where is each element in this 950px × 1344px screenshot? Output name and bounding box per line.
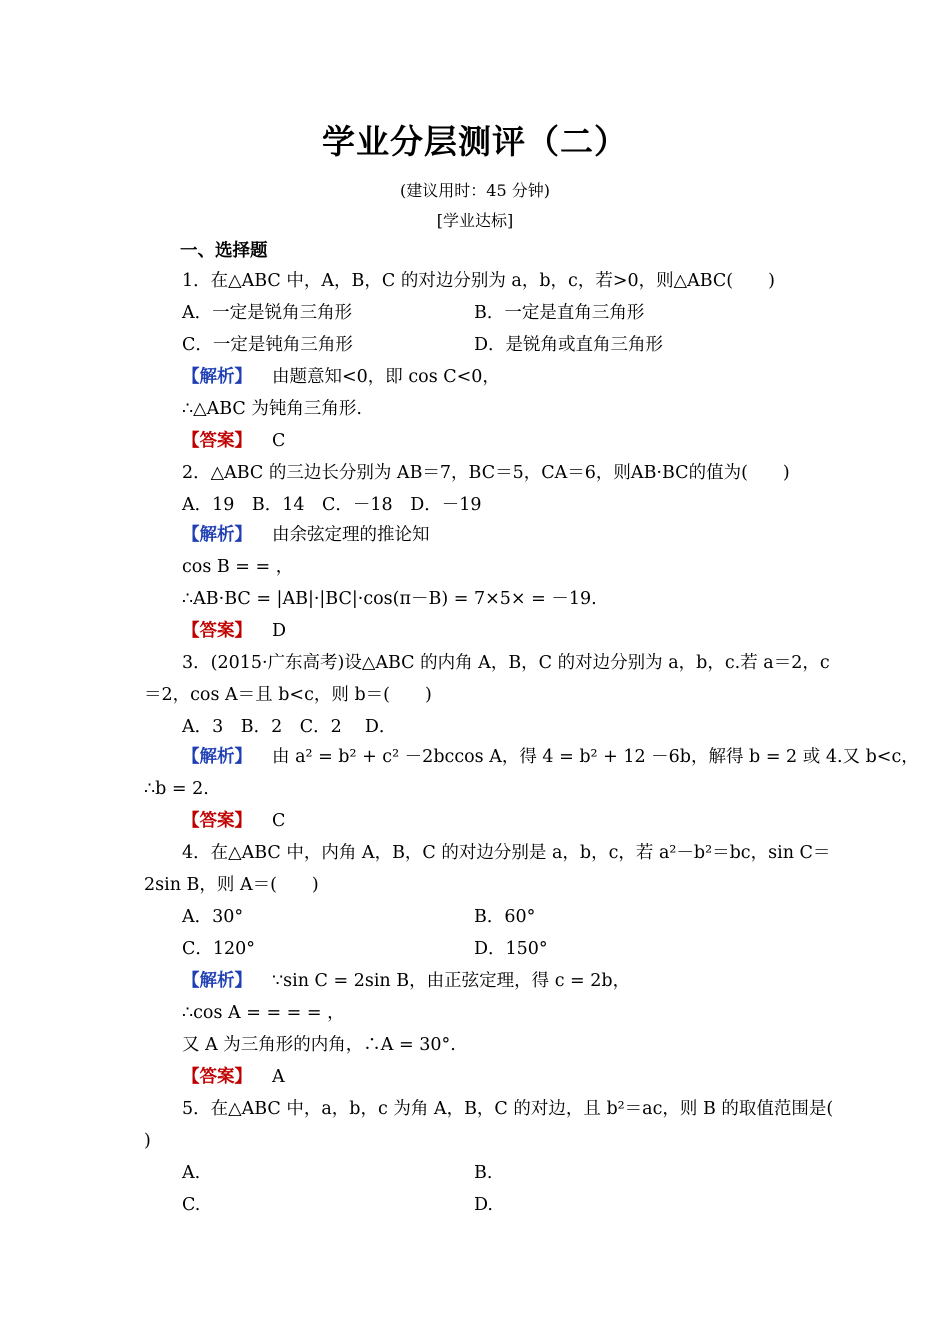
q1-option-c: C．一定是钝角三角形 bbox=[182, 335, 353, 355]
q3-answer bbox=[182, 810, 285, 832]
q2-analysis-line2: cos B = = ， bbox=[182, 557, 294, 577]
time-note: (建议用时：45 分钟) bbox=[400, 181, 550, 200]
q3-stem-line2: ＝2，cos A＝且 b<c，则 b＝( ) bbox=[144, 685, 432, 705]
q4-option-a: A．30° bbox=[182, 907, 244, 927]
q4-option-d: D．150° bbox=[474, 939, 548, 959]
q2-options: A．19 B．14 C．－18 D．－19 bbox=[182, 495, 482, 515]
q3-analysis-text: 由 a² = b² + c² －2bccos A，得 4 = b² + 12 －6b，解得 b = 2 或 4.又 b<c， bbox=[272, 747, 919, 767]
answer-tag: 【答案】 bbox=[182, 811, 252, 831]
q3-analysis bbox=[182, 746, 919, 768]
q5-stem: 5．在△ABC 中，a，b，c 为角 A，B，C 的对边，且 b²＝ac，则 B 的取值范围是( bbox=[182, 1099, 834, 1119]
q4-analysis-line2: ∴cos A = = = = ， bbox=[182, 1003, 345, 1023]
q3-analysis-line2: ∴b = 2. bbox=[144, 779, 209, 799]
analysis-tag: 【解析】 bbox=[182, 367, 252, 387]
q5-option-b: B. bbox=[474, 1163, 493, 1183]
answer-tag: 【答案】 bbox=[182, 1067, 252, 1087]
q1-analysis-line2: ∴△ABC 为钝角三角形. bbox=[182, 399, 362, 419]
q1-analysis bbox=[182, 366, 500, 388]
analysis-tag: 【解析】 bbox=[182, 525, 252, 545]
q1-option-d: D．是锐角或直角三角形 bbox=[474, 335, 664, 355]
q5-stem-line2: ) bbox=[144, 1131, 151, 1151]
answer-tag: 【答案】 bbox=[182, 621, 252, 641]
q3-stem: 3．(2015·广东高考)设△ABC 的内角 A，B，C 的对边分别为 a，b，c.若 a＝2，c bbox=[182, 653, 830, 673]
q1-answer bbox=[182, 430, 285, 452]
q2-answer bbox=[182, 620, 286, 642]
answer-tag: 【答案】 bbox=[182, 431, 252, 451]
q2-analysis bbox=[182, 524, 430, 546]
analysis-tag: 【解析】 bbox=[182, 747, 252, 767]
q1-option-a: A．一定是锐角三角形 bbox=[182, 303, 353, 323]
q2-analysis-line3: ∴AB·BC = |AB|·|BC|·cos(π－B) = 7×5× = －19. bbox=[182, 589, 597, 609]
q4-analysis-line3: 又 A 为三角形的内角，∴A = 30°. bbox=[182, 1035, 456, 1055]
q2-stem: 2．△ABC 的三边长分别为 AB＝7，BC＝5，CA＝6，则AB·BC的值为( ) bbox=[182, 463, 790, 483]
q1-option-b: B．一定是直角三角形 bbox=[474, 303, 645, 323]
q5-option-d: D. bbox=[474, 1195, 493, 1215]
q4-option-b: B．60° bbox=[474, 907, 536, 927]
q5-option-c: C. bbox=[182, 1195, 201, 1215]
q4-stem: 4．在△ABC 中，内角 A，B，C 的对边分别是 a，b，c，若 a²－b²＝bc，sin C＝ bbox=[182, 843, 831, 863]
q4-answer-value: A bbox=[272, 1067, 285, 1087]
q4-analysis-text: ∵sin C = 2sin B，由正弦定理，得 c = 2b， bbox=[272, 971, 631, 991]
q2-analysis-text: 由余弦定理的推论知 bbox=[272, 525, 430, 545]
q1-stem: 1．在△ABC 中，A，B，C 的对边分别为 a，b，c，若>0，则△ABC( ) bbox=[182, 271, 775, 291]
q4-stem-line2: 2sin B，则 A＝( ) bbox=[144, 875, 319, 895]
q4-answer bbox=[182, 1066, 285, 1088]
q1-analysis-text: 由题意知<0，即 cos C<0， bbox=[272, 367, 500, 387]
section-heading: 一、选择题 bbox=[180, 241, 268, 261]
q4-option-c: C．120° bbox=[182, 939, 256, 959]
q3-answer-value: C bbox=[272, 811, 286, 831]
section-tag: [学业达标] bbox=[436, 211, 514, 230]
q5-option-a: A. bbox=[182, 1163, 201, 1183]
analysis-tag: 【解析】 bbox=[182, 971, 252, 991]
page-title: 学业分层测评（二） bbox=[322, 122, 628, 161]
q2-answer-value: D bbox=[272, 621, 287, 641]
q3-options: A．3 B．2 C．2 D． bbox=[182, 717, 397, 737]
q1-answer-value: C bbox=[272, 431, 286, 451]
q4-analysis bbox=[182, 970, 630, 992]
